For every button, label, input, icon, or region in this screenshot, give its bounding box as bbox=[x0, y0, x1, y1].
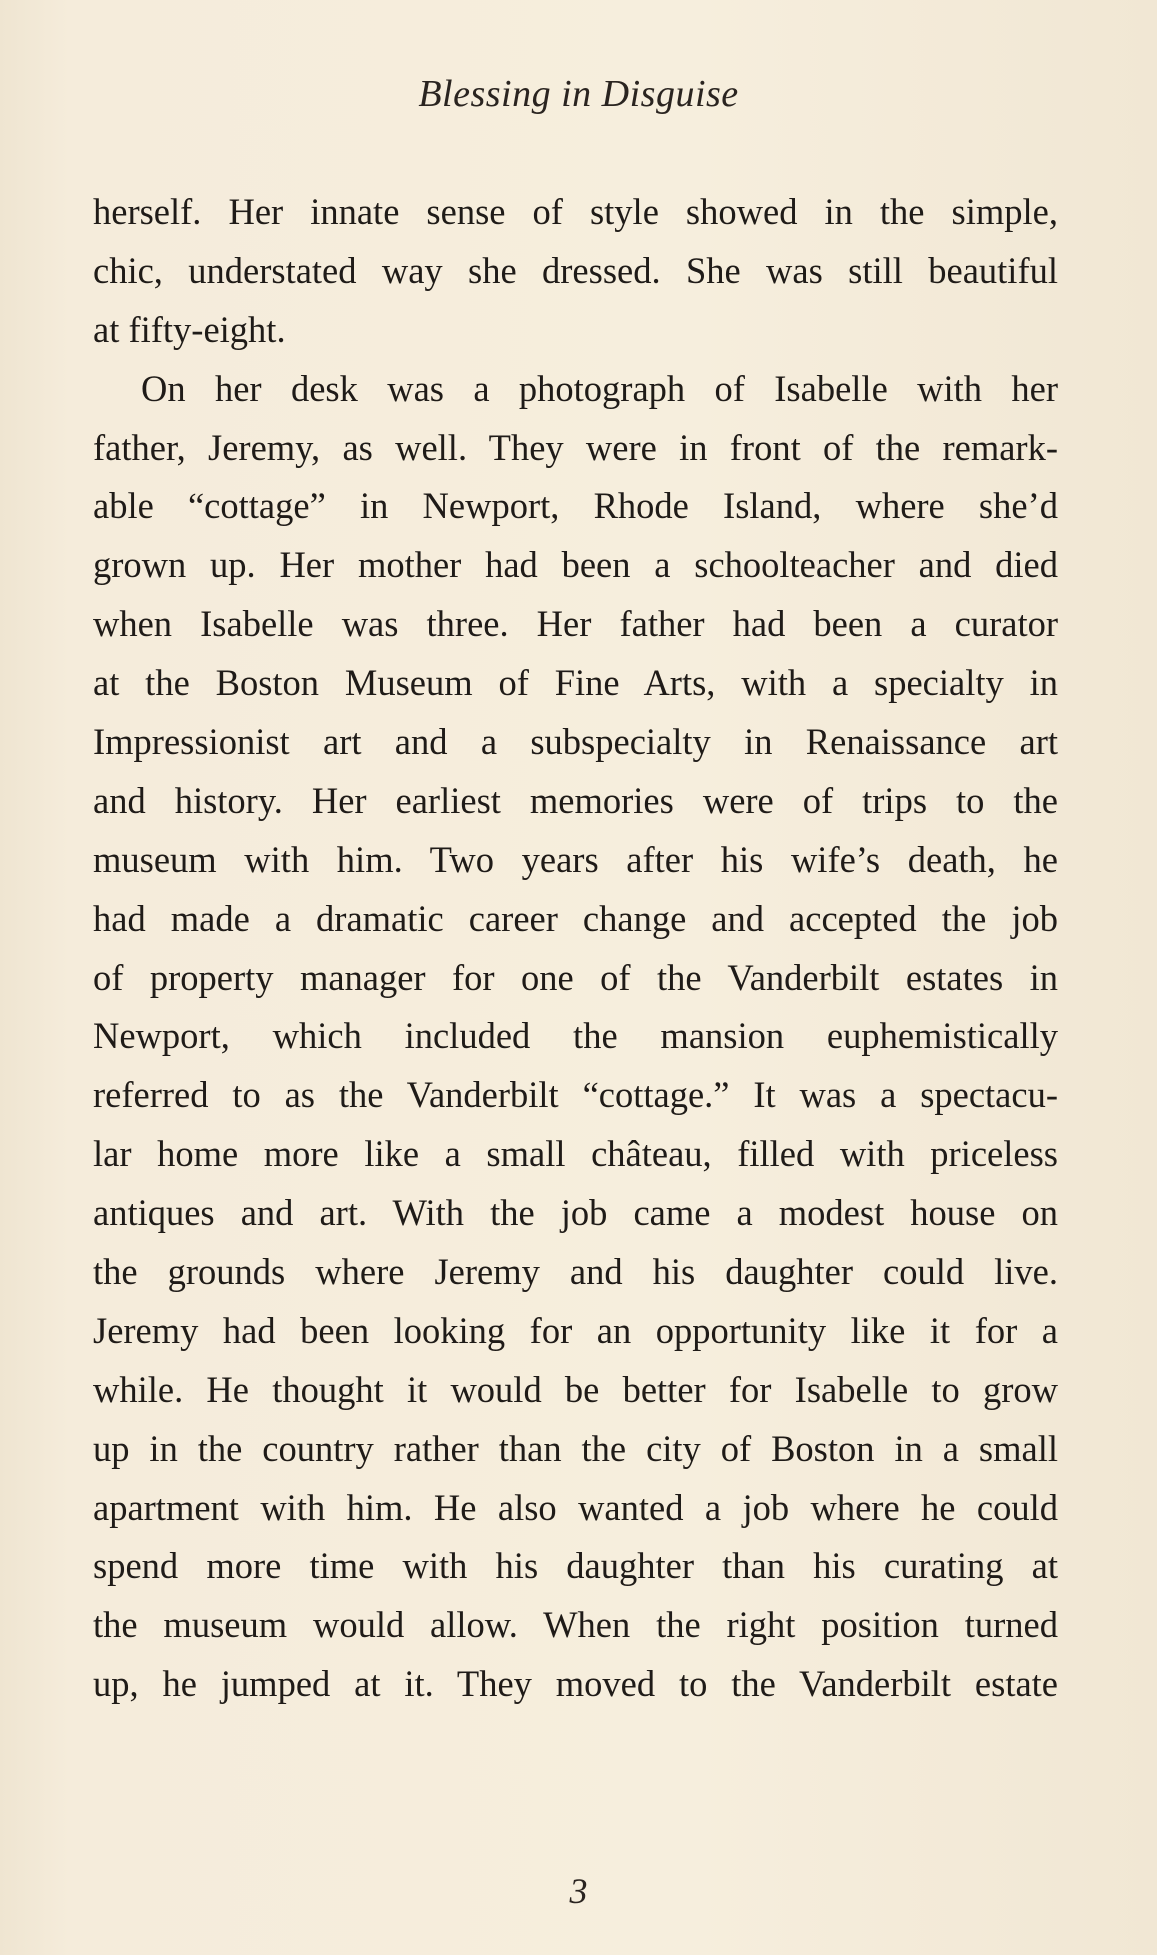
text-line: at fifty-eight. bbox=[93, 308, 286, 350]
text-line: at the Boston Museum of Fine Arts, with a specialty in bbox=[93, 662, 1058, 704]
text-line: apartment with him. He also wanted a job where he could bbox=[93, 1486, 1058, 1528]
page-number: 3 bbox=[569, 1871, 588, 1911]
text-line: father, Jeremy, as well. They were in front of the remark- bbox=[93, 426, 1058, 468]
text-line: the grounds where Jeremy and his daughter could live. bbox=[93, 1251, 1058, 1293]
text-line: the museum would allow. When the right position turned bbox=[93, 1604, 1058, 1646]
body-text bbox=[93, 183, 1058, 1714]
text-line: had made a dramatic career change and accepted the job bbox=[93, 897, 1058, 939]
text-line: herself. Her innate sense of style showed in the simple, bbox=[93, 191, 1058, 232]
text-line: Newport, which included the mansion euphemistically bbox=[93, 1015, 1058, 1057]
text-line: up in the country rather than the city of Boston in a small bbox=[93, 1427, 1058, 1469]
text-line: and history. Her earliest memories were of trips to the bbox=[93, 779, 1058, 821]
text-line: up, he jumped at it. They moved to the Vanderbilt estate bbox=[93, 1663, 1058, 1705]
text-line: referred to as the Vanderbilt “cottage.” It was a spectacu- bbox=[93, 1074, 1058, 1116]
running-head: Blessing in Disguise bbox=[418, 73, 739, 115]
text-line: On her desk was a photograph of Isabelle with her bbox=[141, 367, 1058, 409]
text-line: museum with him. Two years after his wife’s death, he bbox=[93, 838, 1058, 880]
text-line: grown up. Her mother had been a schoolteacher and died bbox=[93, 544, 1058, 586]
text-line: lar home more like a small château, filled with priceless bbox=[93, 1133, 1058, 1175]
text-line: while. He thought it would be better for Isabelle to grow bbox=[93, 1368, 1058, 1410]
text-line: antiques and art. With the job came a modest house on bbox=[93, 1192, 1058, 1234]
text-line: chic, understated way she dressed. She was still beautiful bbox=[93, 249, 1058, 291]
text-line: Impressionist art and a subspecialty in Renaissance art bbox=[93, 721, 1058, 763]
text-line: spend more time with his daughter than his curating at bbox=[93, 1545, 1058, 1587]
text-line: when Isabelle was three. Her father had been a curator bbox=[93, 603, 1058, 645]
text-line: Jeremy had been looking for an opportunity like it for a bbox=[93, 1309, 1058, 1351]
text-line: able “cottage” in Newport, Rhode Island, where she’d bbox=[93, 485, 1058, 527]
text-line: of property manager for one of the Vanderbilt estates in bbox=[93, 956, 1058, 998]
